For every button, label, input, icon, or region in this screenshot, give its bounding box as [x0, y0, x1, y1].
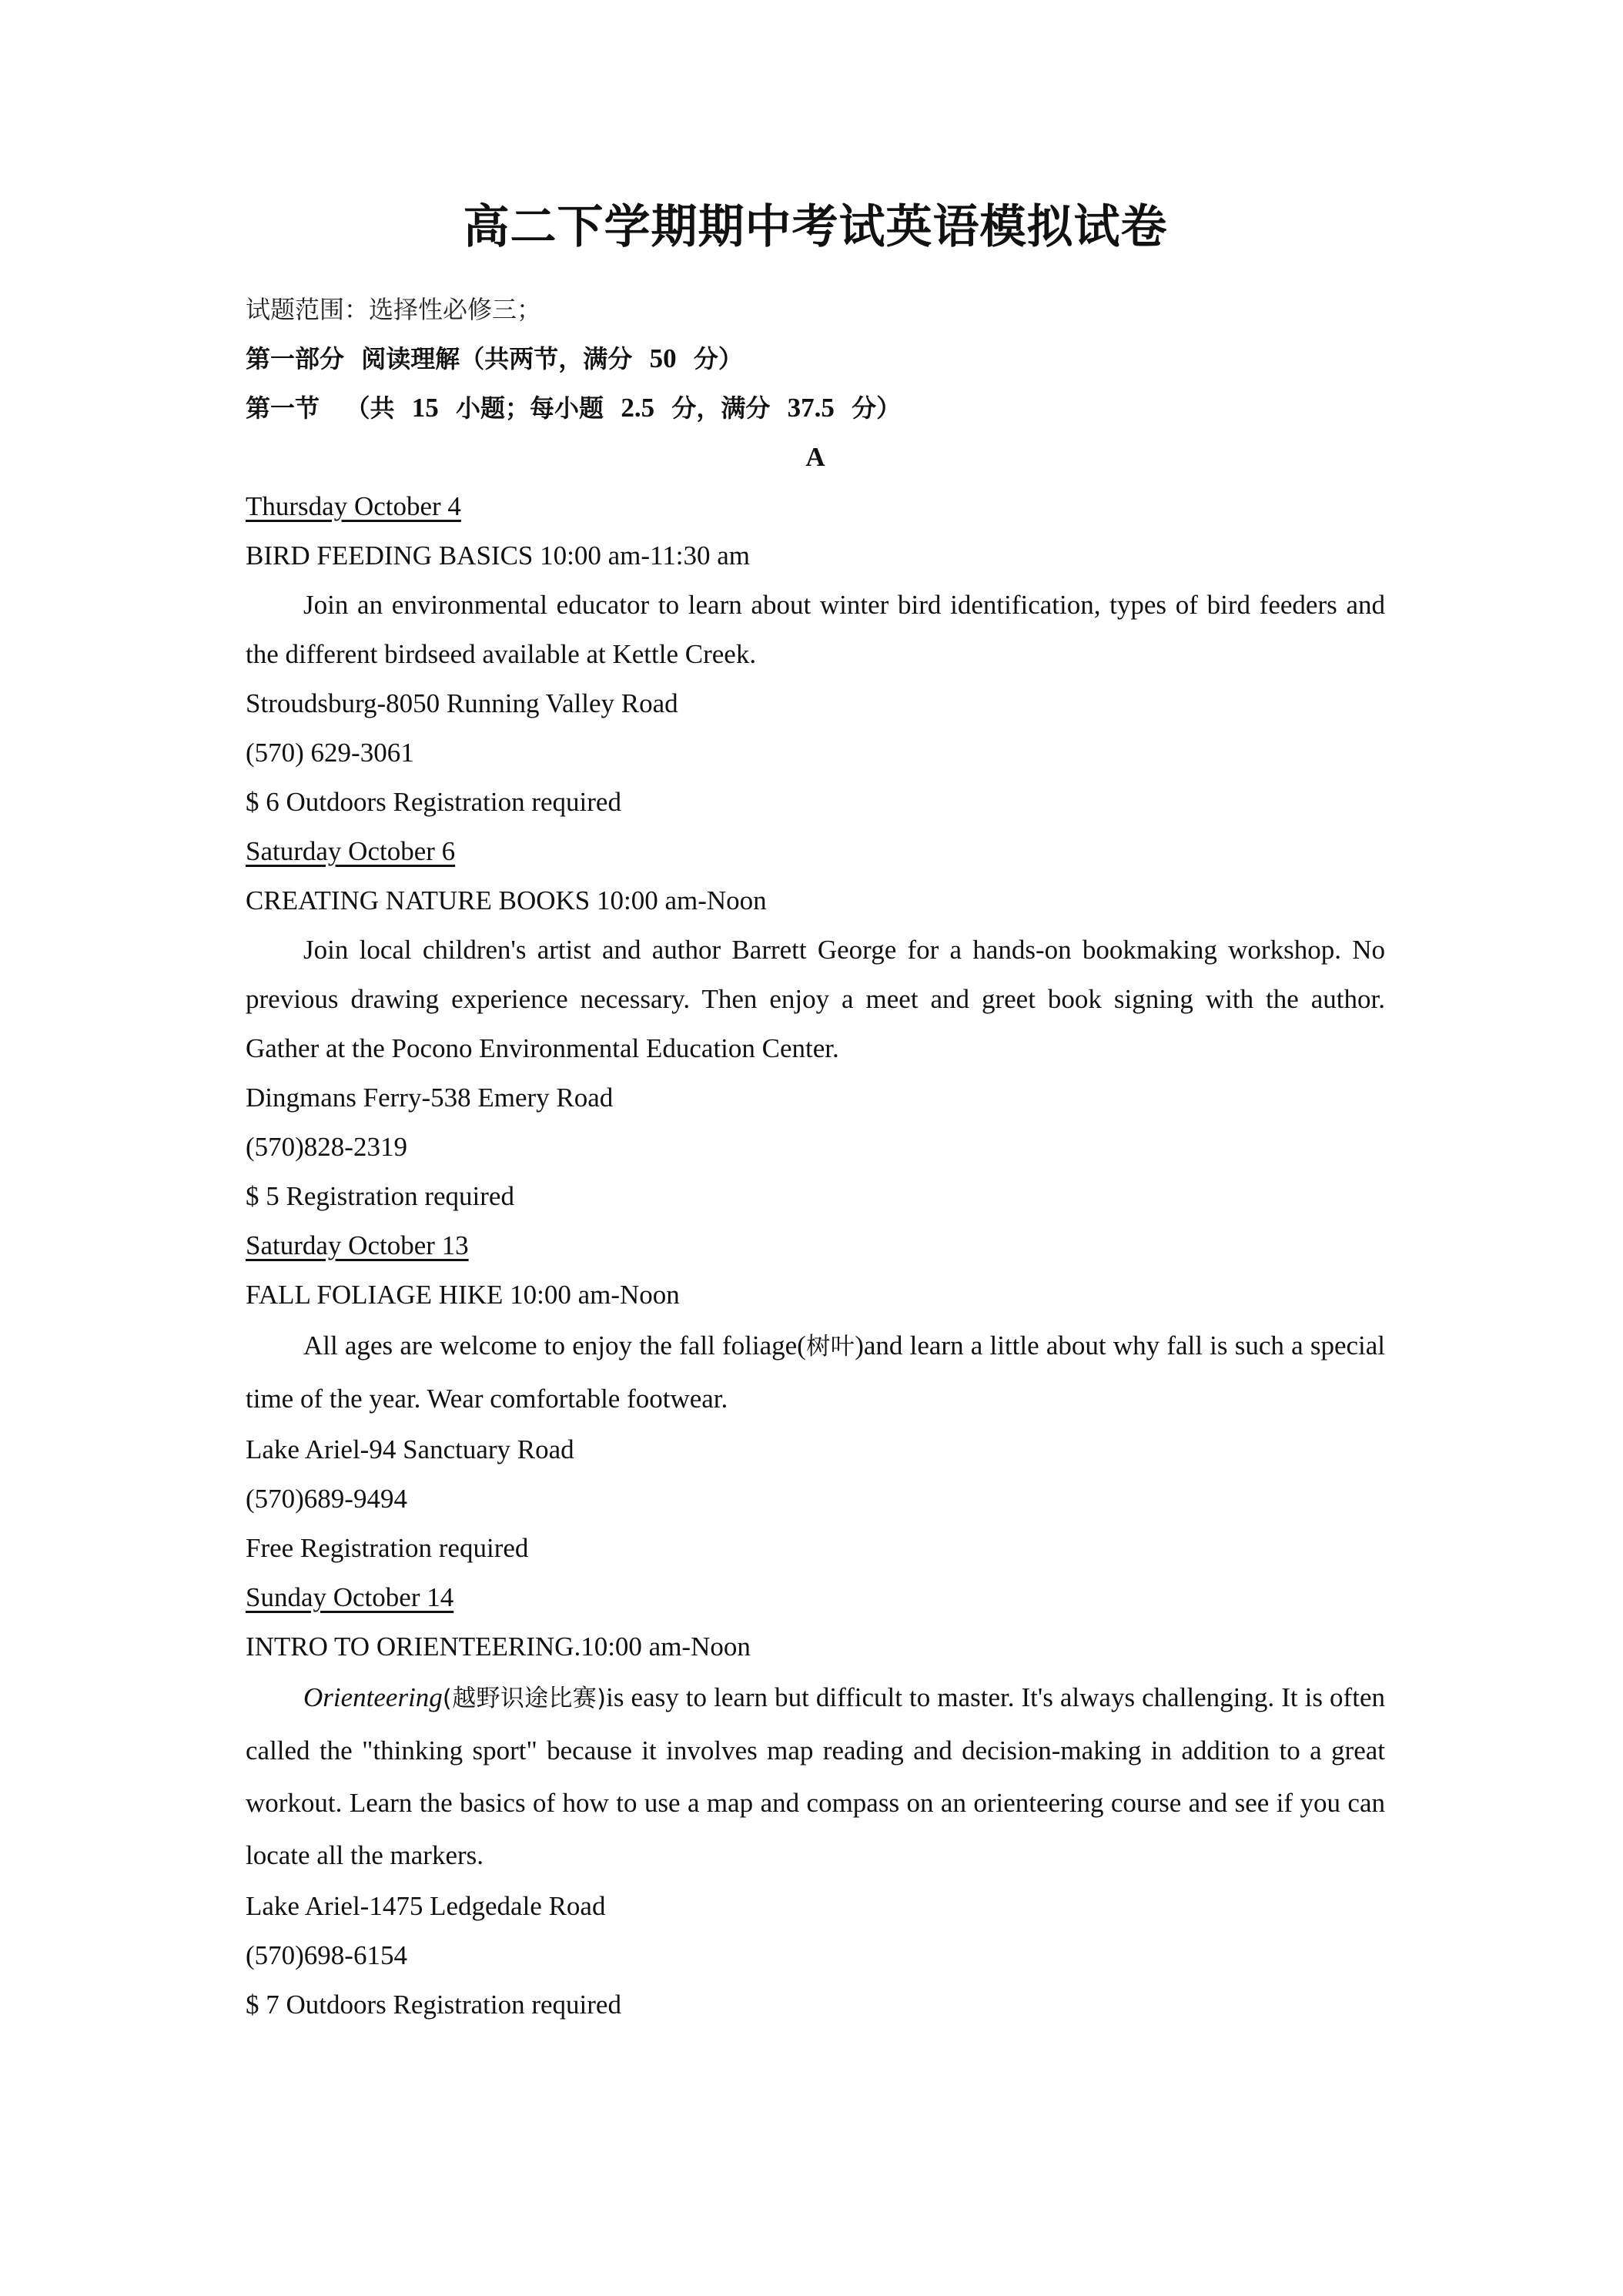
section-one-label: 第一节 [246, 393, 320, 423]
event-phone: (570)828-2319 [246, 1132, 407, 1162]
description-text: All ages are welcome to enjoy the fall foliage( [303, 1330, 806, 1361]
event-phone: (570) 629-3061 [246, 738, 414, 768]
part-one-score: 50 [649, 343, 677, 373]
score-total: 37.5 [787, 393, 835, 423]
gloss-chinese: 树叶 [805, 1333, 855, 1361]
page-title: 高二下学期期中考试英语模拟试卷 [463, 200, 1168, 254]
section-one-heading [246, 383, 1385, 433]
event-heading: INTRO TO ORIENTEERING.10:00 am-Noon [246, 1632, 751, 1662]
section-one-text-3: 分，满分 [671, 393, 771, 423]
event-address: Stroudsburg-8050 Running Valley Road [246, 688, 678, 718]
event-heading: CREATING NATURE BOOKS 10:00 am-Noon [246, 885, 767, 915]
part-one-desc-suffix: 分） [693, 344, 743, 373]
gloss-chinese: (越野识途比赛) [442, 1685, 607, 1712]
description-text: )and learn a little about why fall is such a special time of the year. Wear comfortable footwear. [246, 1330, 1385, 1414]
description-text: is easy to learn but difficult to master. It's always challenging. It is often called the "thinking sport" because it involves map reading and decision-making in addition to a great workout. Learn the basics of how to use a map and compass on an orienteering course and see if you can locate all the markers. [246, 1682, 1385, 1870]
event-description: Join an environmental educator to learn about winter bird identification, types of bird feeders and the different birdseed available at Kettle Creek. [246, 590, 1385, 669]
section-one-text-2: 小题；每小题 [456, 393, 604, 423]
question-count: 15 [411, 393, 439, 423]
event-date: Sunday October 14 [246, 1582, 454, 1612]
event-date: Saturday October 13 [246, 1230, 469, 1260]
event-date: Saturday October 6 [246, 836, 456, 866]
score-each: 2.5 [621, 393, 655, 423]
event-heading: BIRD FEEDING BASICS 10:00 am-11:30 am [246, 541, 750, 571]
exam-scope: 试题范围：选择性必修三； [246, 295, 542, 324]
passage-label: A [805, 442, 825, 472]
event-description [246, 1320, 1385, 1425]
event-date: Thursday October 4 [246, 491, 461, 521]
event-description: Join local children's artist and author Barrett George for a hands-on bookmaking workshop. No previous drawing experience necessary. Then enjoy a meet and greet book signing with the author. Gather at the Pocono Environmental Education Center. [246, 935, 1385, 1063]
section-one-text-4: 分） [852, 393, 902, 423]
part-one-label: 第一部分 [246, 344, 345, 373]
section-one-text-1: （共 [345, 393, 395, 423]
event-fee: Free Registration required [246, 1533, 529, 1563]
event-address: Lake Ariel-94 Sanctuary Road [246, 1434, 574, 1464]
exam-body [246, 285, 1385, 2030]
event-address: Dingmans Ferry-538 Emery Road [246, 1083, 614, 1113]
term-orienteering: Orienteering [303, 1682, 443, 1712]
event-description [246, 1672, 1385, 1882]
event-address: Lake Ariel-1475 Ledgedale Road [246, 1891, 606, 1921]
event-phone: (570)698-6154 [246, 1940, 407, 1970]
event-fee: $ 6 Outdoors Registration required [246, 787, 621, 817]
part-one-desc-prefix: 阅读理解（共两节，满分 [361, 344, 633, 373]
part-one-heading [246, 334, 1385, 383]
event-phone: (570)689-9494 [246, 1484, 407, 1514]
event-fee: $ 7 Outdoors Registration required [246, 1990, 621, 2020]
event-heading: FALL FOLIAGE HIKE 10:00 am-Noon [246, 1280, 680, 1310]
event-fee: $ 5 Registration required [246, 1181, 514, 1211]
